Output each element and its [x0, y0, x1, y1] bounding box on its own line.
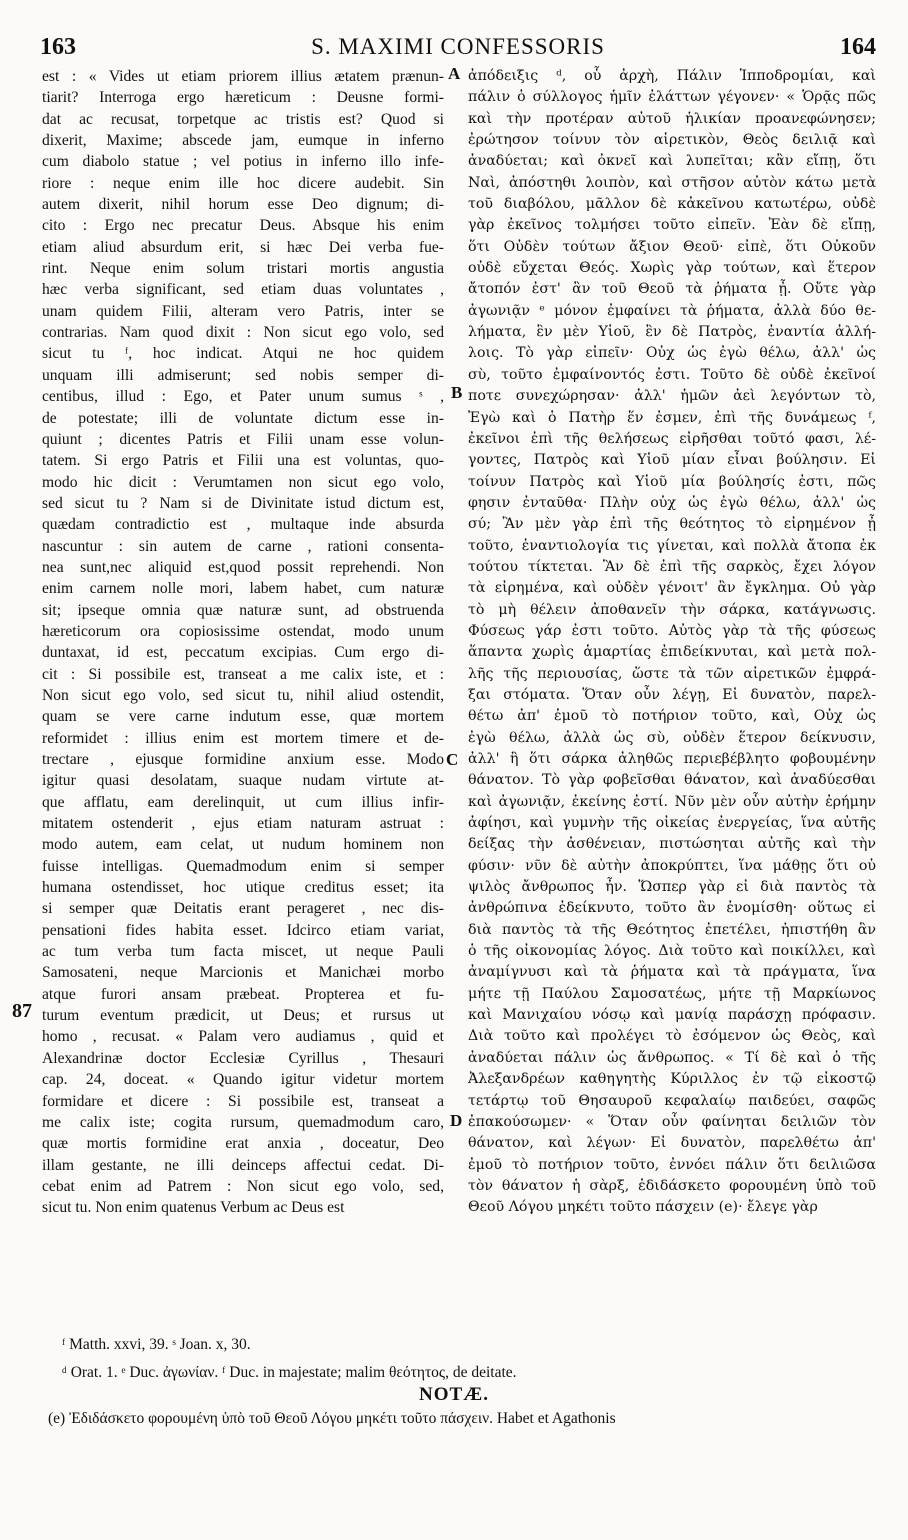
greek-text-line: ἀναδύεται πάλιν ὡς ἄνθρωπος. « Τί δὲ καὶ ὁ τῆς — [468, 1049, 876, 1066]
right-page-number: 164 — [840, 34, 876, 60]
margin-letter-d: D — [450, 1111, 463, 1130]
latin-text-line: unquam illi admiserunt; sed nobis semper di- — [42, 366, 444, 384]
latin-text-line: etiam aliud absurdum erit, si hæc Dei verba fue- — [42, 238, 444, 256]
latin-text-line: nea sunt,nec aliquid est,quod possit reprehendi. Non — [42, 558, 444, 576]
latin-text-line: cit : Si possibile est, transeat a me calix iste, et : — [42, 665, 444, 683]
greek-text-line: γοντες, Πατρὸς καὶ Υἱοῦ μίαν εἶναι βούλησιν. Εἰ — [468, 452, 876, 469]
greek-text-line: Θεοῦ Λόγου μηκέτι τοῦτο πάσχειν (e)· ἔλεγε γὰρ — [468, 1199, 818, 1216]
greek-text-line: καὶ τὴν προτέραν αὐτοῦ ἡλικίαν προανεφώνησεν; — [468, 110, 876, 127]
latin-text-line: rint. Neque enim solum tristari mortis angustia — [42, 260, 444, 278]
latin-text-line: nascuntur : sin autem de carne , rationi consenta- — [42, 537, 444, 555]
latin-column — [42, 66, 444, 1219]
margin-number: 87 — [12, 1000, 32, 1022]
greek-text-line: Ἐγὼ καὶ ὁ Πατὴρ ἕν ἐσμεν, ἐπὶ τῆς δυνάμεως ᶠ, — [468, 409, 876, 426]
greek-text-line: σὺ, τοῦτο ἐμφαίνοντός ἐστι. Τοῦτο δὲ οὐδὲ ἐκεῖνοί — [468, 366, 876, 383]
latin-text-line: de potestate; illi de voluntate dictum esse in- — [42, 409, 444, 427]
latin-text-line: sed sicut tu ? Nam si de Divinitate istud dictum est, — [42, 494, 444, 512]
left-page-number: 163 — [40, 34, 76, 60]
greek-text-line: ἐρώτησον τοίνυν τὸν αἱρετικὸν, Θεὸς δειλιᾷ καὶ — [468, 132, 876, 149]
latin-text-line: humana ostendisset, hoc utique creditus esset; ita — [42, 879, 444, 897]
greek-text-line: ξαι στόματα. Ὅταν οὖν λέγῃ, Εἰ δυνατὸν, παρελ- — [468, 686, 876, 703]
latin-text-line: illam gestante, ne illi deinceps affectui cedat. Di- — [42, 1156, 444, 1174]
greek-text-line: Διὰ τοῦτο καὶ προλέγει τὸ ἐσόμενον ὡς Θεὸς, καὶ — [468, 1028, 876, 1045]
latin-text-line: enim carnem nolle mori, labem habet, cum naturæ — [42, 580, 444, 598]
latin-text-line: mitatem ostenderit , ejus etiam naturam astruat : — [42, 815, 444, 833]
running-title: S. MAXIMI CONFESSORIS — [311, 34, 605, 59]
latin-text-line: modo hic dicit : Verumtamen non sicut ego volo, — [42, 473, 444, 491]
latin-text-line: pensationi fides habita esset. Idcirco etiam variat, — [42, 921, 444, 939]
latin-text-line: duntaxat, id est, peccatum excipias. Cum ergo di- — [42, 644, 444, 662]
greek-text-line: Φύσεως γάρ ἐστι τοῦτο. Αὐτὸς γὰρ τὰ τῆς φύσεως — [468, 622, 876, 639]
greek-text-line: ἐπακούσωμεν· « Ὅταν οὖν φαίνηται δειλιῶν τὸν — [468, 1113, 876, 1130]
margin-letter-c: C — [446, 750, 459, 769]
greek-text-line: ἅπαντα χωρὶς ἁμαρτίας ἐπιδείκνυται, καὶ μετὰ πολ- — [468, 644, 876, 661]
latin-text-line: dat ac recusat, torpetque ac tristis est? Quod si — [42, 110, 444, 128]
latin-text-line: cum diabolo statue ; vel potius in inferno illo infe- — [42, 153, 444, 171]
latin-text-line: hæreticorum ora copiosissime ostendat, modo unum — [42, 622, 444, 640]
greek-text-line: Ναὶ, ἀπόστηθι λοιπὸν, καὶ στῆσον αὐτὸν κάτω μετὰ — [468, 174, 876, 191]
greek-text-line: ποτε συνεχώρησαν· ἀλλ' ἡμῶν ἀεὶ λεγόντων τὸ, — [468, 388, 876, 405]
greek-text-line: τὸ μὴ θέλειν ἀποθανεῖν τὴν σάρκα, κατάγνωσις. — [468, 601, 876, 618]
latin-text-line: atque furori ansam præbeat. Propterea et fu- — [42, 985, 444, 1003]
footnote-line: ᶠ Matth. xxvi, 39. ˢ Joan. x, 30. — [62, 1336, 251, 1353]
greek-text-line: καὶ Μανιχαίου νόσῳ καὶ μανίᾳ παράσχῃ πρόφασιν. — [468, 1007, 876, 1024]
latin-text-line: quiunt ; dicentes Patris et Filii unam esse volun- — [42, 430, 444, 448]
greek-text-line: δείξας τὴν ἀσθένειαν, πιστώσηται αὐτῆς καὶ τὴν — [468, 836, 876, 853]
greek-text-line: θέτω ἀπ' ἐμοῦ τὸ ποτήριον τοῦτο, καὶ, Οὐχ ὡς — [468, 708, 876, 725]
greek-text-line: τοίνυν Πατρὸς καὶ Υἱοῦ μία βούλησίς ἐστι, πῶς — [468, 473, 876, 490]
greek-text-line: θάνατον. Τὸ γὰρ φοβεῖσθαι θάνατον, καὶ ἀναδύεσθαι — [468, 772, 876, 789]
greek-text-line: ἐμοῦ τὸ ποτήριον τοῦτο, ἐννόει πάλιν ὅτι δειλιῶσα — [468, 1156, 876, 1173]
latin-text-line: Samosateni, neque Marcionis et Manichæi morbo — [42, 964, 444, 982]
greek-text-line: ἄτοπόν ἐστ' ἂν τοῦ Θεοῦ τὰ ῥήματα ᾖ. Οὔτε γὰρ — [468, 281, 876, 298]
latin-text-line: trectare , ejusque formidine anxium esse. Modo — [42, 751, 444, 768]
latin-text-line: sicut tu. Non enim quatenus Verbum ac Deus est — [42, 1199, 345, 1217]
footnote-line: ᵈ Orat. 1. ᵉ Duc. ἀγωνίαν. ᶠ Duc. in majestate; malim θεότητος, de deitate. — [62, 1364, 517, 1381]
latin-text-line: quæ mortis formidine erat anxia , doceatur, Deo — [42, 1135, 444, 1153]
latin-text-line: sit; ipseque omnia quæ naturæ sunt, ad obstruenda — [42, 601, 444, 619]
footnotes — [62, 1331, 517, 1387]
notae-text: (e) Ἐδιδάσκετο φορουμένη ὑπὸ τοῦ Θεοῦ Λόγου μηκέτι τοῦτο πάσχειν. Habet et Agathonis — [48, 1410, 616, 1427]
latin-text-line: sicut tu ᶠ, hoc indicat. Atqui ne hoc quidem — [42, 345, 444, 363]
greek-text-line: καὶ ἀγωνιᾷν, ἐκείνης ἐστί. Νῦν μὲν οὖν αὐτὴν ἐρήμην — [468, 793, 876, 810]
latin-text-line: modo autem, eam celat, ut nudum hominem non — [42, 836, 444, 854]
latin-text-line: turum eventum prædicit, ut Deus; et rursus ut — [42, 1007, 444, 1025]
greek-text-line: ἀναδύεται; καὶ ὀκνεῖ καὶ λυπεῖται; κἂν εἴπῃ, ὅτι — [468, 153, 876, 170]
greek-text-line: τετάρτῳ τοῦ Θησαυροῦ κεφαλαίῳ παιδεύει, σαφῶς — [468, 1092, 876, 1109]
latin-text-line: unam quidem Filii, alteram vero Patris, inter se — [42, 302, 444, 320]
greek-text-line: ἀπόδειξις ᵈ, οὗ ἀρχὴ, Πάλιν Ἱπποδρομίαι, καὶ — [468, 68, 876, 84]
greek-text-line: σύ; Ἂν μὲν γὰρ ἐπὶ τῆς θεότητος τὸ εἰρημένον ᾖ — [468, 516, 876, 533]
greek-column — [468, 66, 876, 1219]
latin-text-line: cap. 24, doceat. « Quando igitur videtur mortem — [42, 1071, 444, 1089]
latin-text-line: quædam contradictio est , multaque inde absurda — [42, 516, 444, 534]
latin-text-line: contrarias. Nam quod dixit : Non sicut ego volo, sed — [42, 324, 444, 342]
greek-text-line: τοῦτο, ἐναντιολογία τις γίνεται, καὶ πολλὰ ἄτοπα ἐκ — [468, 537, 876, 554]
latin-text-line: formidare et dicere : Si possibile est, transeat a — [42, 1092, 444, 1110]
greek-text-line: ἐκεῖνοι ἐπὶ τῆς θελήσεως εἰρῆσθαι τοῦτό φασι, λέ- — [468, 430, 876, 447]
latin-text-line: dixerit, Maxime; abscede jam, eumque in inferno — [42, 132, 444, 150]
greek-text-line: ὁ τῆς οἰκονομίας λόγος. Διὰ τοῦτο καὶ ποικίλλει, καὶ — [468, 943, 876, 960]
greek-text-line: λῆς τῆς περιουσίας, ὥστε τὰ τῶν αἱρετικῶν ἐμφρά- — [468, 665, 876, 682]
greek-text-line: ἀλλ' ἢ ὅτι σάρκα ἀληθῶς περιεβέβλητο φοβουμένην — [468, 751, 876, 767]
latin-text-line: si semper quæ Deitatis erant perageret , nec dis- — [42, 900, 444, 918]
latin-text-line: fuisse intelligas. Quemadmodum enim si semper — [42, 857, 444, 875]
latin-text-line: quam se vere carne indutum esse, quæ mortem — [42, 708, 444, 726]
greek-text-line: τούτου τίκτεται. Ἂν δὲ ἐπὶ τῆς σαρκὸς, ἔχει λόγον — [468, 558, 876, 575]
greek-text-line: γὰρ ἐκεῖνος τολμήσει τοῦτο εἰπεῖν. Ἐὰν δὲ εἴπῃ, — [468, 217, 876, 234]
greek-text-line: ἐγὼ θέλω, ἀλλὰ ὡς σὺ, οὐδὲν ἕτερον δείκνυσιν, — [468, 729, 876, 746]
margin-letter-a: A — [448, 64, 461, 83]
greek-text-line: οὐδὲ εὔχεται Θεός. Χωρὶς γὰρ τούτων, καὶ ἕτερον — [468, 260, 876, 277]
greek-text-line: τὰ εἰρημένα, καὶ οὐδὲν γένοιτ' ἂν ἔγκλημα. Οὐ γὰρ — [468, 580, 876, 597]
greek-text-line: τὸν θάνατον ἡ σὰρξ, ἐδιδάσκετο φορουμένη ὑπὸ τοῦ — [468, 1177, 876, 1194]
latin-text-line: hæc verba significant, sed etiam duas voluntates , — [42, 281, 444, 299]
greek-text-line: ἀνθρώπινα ἐδείκνυτο, τοῦτο ἂν ἐνομίσθη· οὕτως εἰ — [468, 900, 876, 917]
latin-text-line: reformidet : illius enim est mortem timere et de- — [42, 729, 444, 747]
greek-text-line: φύσιν· νῦν δὲ αὐτὴν ἀποκρύπτει, ἵνα μάθῃς ὅτι οὐ — [468, 857, 876, 874]
latin-text-line: cito : Ergo nec precatur Deus. Absque his enim — [42, 217, 444, 235]
greek-text-line: ψιλὸς ἄνθρωπος ἦν. Ὥσπερ γὰρ εἰ διὰ παντὸς τὰ — [468, 879, 876, 896]
greek-text-line: θάνατον, καὶ λέγων· Εἰ δυνατὸν, παρελθέτω ἀπ' — [468, 1135, 876, 1152]
greek-text-line: ἀναμίγνυσι καὶ τὰ ῥήματα καὶ τὰ πράγματα, ἵνα — [468, 964, 876, 981]
latin-text-line: me calix iste; cogita rursum, quemadmodum caro, — [42, 1113, 444, 1131]
latin-text-line: que afflatu, eam derelinquit, ut cum illius infir- — [42, 793, 444, 811]
latin-text-line: riore : neque enim ille hoc dicere audebit. Sin — [42, 174, 444, 192]
latin-text-line: ac tum verba tum facta miscet, ut neque Pauli — [42, 943, 444, 961]
margin-letter-b: B — [451, 383, 463, 402]
greek-text-line: πάλιν ὁ σύλλογος ἡμῖν ἐλάττων γέγονεν· « Ὁρᾷς πῶς — [468, 89, 876, 106]
greek-text-line: ἀγωνιᾷν ᵉ μόνον ἐμφαίνει τὰ ῥήματα, ἀλλὰ δύο θε- — [468, 302, 876, 319]
latin-text-line: cebat enim ad Patrem : Non sicut ego volo, sed, — [42, 1177, 444, 1195]
greek-text-line: ὅτι Οὐδὲν τούτων ἄξιον Θεοῦ· εἰπὲ, ὅτι Οὐκοῦν — [468, 238, 876, 255]
greek-text-line: διὰ παντὸς τὰ τῆς Θεότητος ἐπετέλει, ἠπιστήθη ἂν — [468, 921, 876, 938]
latin-text-line: tiarit? Interroga ergo hæreticum : Deusne formi- — [42, 89, 444, 107]
latin-text-line: Non sicut ego volo, sed sicut tu, nihil aliud ostendit, — [42, 686, 444, 704]
latin-text-line: est : « Vides ut etiam priorem illius ætatem prænun- — [42, 68, 444, 85]
greek-text-line: Ἀλεξανδρέων καθηγητὴς Κύριλλος ἐν τῷ εἰκοστῷ — [468, 1071, 876, 1088]
latin-text-line: Alexandrinæ doctor Ecclesiæ Cyrillus , Thesauri — [42, 1049, 444, 1067]
greek-text-line: ἀφίησι, καὶ γυμνὴν τῆς οἰκείας ἐνεργείας, ἵνα αὐτῆς — [468, 815, 876, 832]
greek-text-line: φησιν ἐνταῦθα· Πλὴν οὐχ ὡς ἐγὼ θέλω, ἀλλ' ὡς — [468, 494, 876, 511]
greek-text-line: λήματα, ἓν μὲν Υἱοῦ, ἓν δὲ Πατρὸς, ἐναντία ἀλλή- — [468, 324, 876, 341]
latin-text-line: homo , recusat. « Palam vero audiamus , quid et — [42, 1028, 444, 1046]
notae-heading: NOTÆ. — [419, 1384, 489, 1405]
latin-text-line: autem dixerit, nihil horum esse Deo dignum; di- — [42, 196, 444, 214]
greek-text-line: μήτε τῇ Παύλου Σαμοσατέως, μήτε τῇ Μαρκίωνος — [468, 985, 876, 1002]
latin-text-line: igitur quasi desolatam, suaque nudam virtute at- — [42, 772, 444, 790]
latin-text-line: centibus, illud : Ego, et Pater unum sumus ˢ , — [42, 388, 444, 406]
greek-text-line: τοῦ διαβόλου, μᾶλλον δὲ κἀκεῖνου κατωτέρω, οὐδὲ — [468, 196, 876, 213]
page-header — [40, 34, 876, 62]
latin-text-line: tatem. Si ergo Patris et Filii una est voluntas, quo- — [42, 452, 444, 470]
greek-text-line: λοις. Τὸ γὰρ εἰπεῖν· Οὐχ ὡς ἐγὼ θέλω, ἀλλ' ὡς — [468, 345, 876, 362]
